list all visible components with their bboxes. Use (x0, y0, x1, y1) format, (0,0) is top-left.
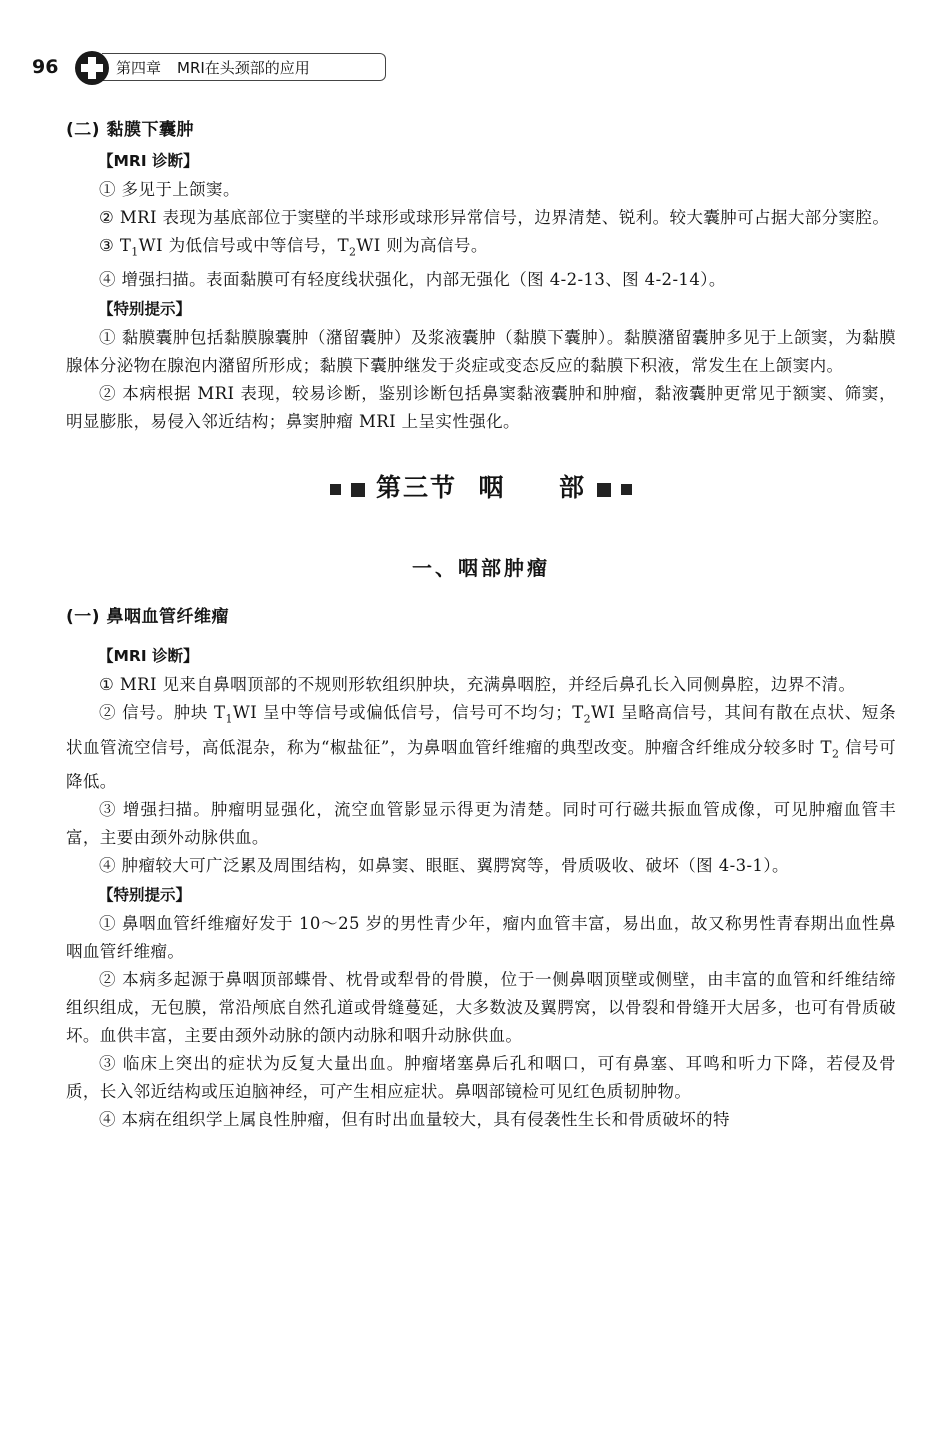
section-title: 第三节 咽 部 (66, 468, 896, 504)
medical-cross-icon (74, 50, 110, 86)
heading-angiofibroma: (一) 鼻咽血管纤维瘤 (66, 607, 229, 628)
paragraph: ② 本病根据 MRI 表现，较易诊断，鉴别诊断包括鼻窦黏液囊肿和肿瘤，黏液囊肿更常见于额窦、筛窦，明显膨胀，易侵入邻近结构；鼻窦肿瘤 MRI 上呈实性强化。 (66, 384, 896, 432)
label-special-tips: 【特别提示】 (98, 885, 192, 904)
label-mri-diagnosis: 【MRI 诊断】 (98, 152, 199, 170)
paragraph: ① 鼻咽血管纤维瘤好发于 10～25 岁的男性青少年，瘤内血管丰富，易出血，故又称男性青春期出血性鼻咽血管纤维瘤。 (66, 913, 896, 961)
page-content (66, 114, 896, 1134)
square-bullet-icon (351, 483, 365, 497)
paragraph: ① MRI 见来自鼻咽顶部的不规则形软组织肿块，充满鼻咽腔，并经后鼻孔长入同侧鼻腔，边界不清。 (99, 675, 856, 695)
chapter-number: 第四章 (116, 59, 162, 77)
paragraph: ② 信号。肿块 $T_1WI$ 呈中等信号或偏低信号，信号可不均匀；$T_2WI$ 呈略高信号，其间有散在点状、短条状血管流空信号，高低混杂，称为“椒盐征”，为鼻咽血管纤维瘤的典型改变。肿瘤含纤维成分较多时 $T_2$ 信号可降低。 (66, 703, 896, 791)
paragraph: ① 多见于上颌窦。 (99, 180, 240, 199)
square-bullet-icon (597, 483, 611, 497)
paragraph: ① 黏膜囊肿包括黏膜腺囊肿（潴留囊肿）及浆液囊肿（黏膜下囊肿）。黏膜潴留囊肿多见于上颌窦，为黏膜腺体分泌物在腺泡内潴留所形成；黏膜下囊肿继发于炎症或变态反应的黏膜下积液，常发生在上颌窦内。 (66, 328, 896, 376)
paragraph: ② MRI 表现为基底部位于窦壁的半球形或球形异常信号，边界清楚、锐利。较大囊肿可占据大部分窦腔。 (99, 208, 890, 227)
square-bullet-icon (330, 484, 341, 495)
page-number: 96 (32, 56, 59, 78)
chapter-label (116, 57, 310, 78)
paragraph: ③ 增强扫描。肿瘤明显强化，流空血管影显示得更为清楚。同时可行磁共振血管成像，可见肿瘤血管丰富，主要由颈外动脉供血。 (66, 799, 896, 847)
subsection-title: 一、咽部肿瘤 (412, 556, 550, 581)
paragraph: ④ 本病在组织学上属良性肿瘤，但有时出血量较大，具有侵袭性生长和骨质破坏的特 (99, 1109, 730, 1129)
heading-submucosal-cyst: (二) 黏膜下囊肿 (66, 120, 194, 140)
label-mri-diagnosis: 【MRI 诊断】 (98, 647, 199, 666)
paragraph: ② 本病多起源于鼻咽顶部蝶骨、枕骨或犁骨的骨膜，位于一侧鼻咽顶壁或侧壁，由丰富的血管和纤维结缔组织组成，无包膜，常沿颅底自然孔道或骨缝蔓延，大多数波及翼腭窝，以骨裂和骨缝开大居多，也可有骨质破坏。血供丰富，主要由颈外动脉的颌内动脉和咽升动脉供血。 (66, 969, 896, 1045)
paragraph: ③ 临床上突出的症状为反复大量出血。肿瘤堵塞鼻后孔和咽口，可有鼻塞、耳鸣和听力下降，若侵及骨质，长入邻近结构或压迫脑神经，可产生相应症状。鼻咽部镜检可见红色质韧肿物。 (66, 1053, 896, 1101)
chapter-title: MRI在头颈部的应用 (177, 59, 310, 77)
paragraph: ④ 肿瘤较大可广泛累及周围结构，如鼻窦、眼眶、翼腭窝等，骨质吸收、破坏（图 4-3-1）。 (99, 855, 789, 875)
paragraph: ④ 增强扫描。表面黏膜可有轻度线状强化，内部无强化（图 4-2-13、图 4-2-14）。 (99, 270, 726, 290)
paragraph: ③ $T_1WI$ 为低信号或中等信号，$T_2WI$ 则为高信号。 (99, 236, 488, 259)
label-special-tips: 【特别提示】 (98, 300, 192, 319)
square-bullet-icon (621, 484, 632, 495)
page-header (30, 50, 370, 86)
